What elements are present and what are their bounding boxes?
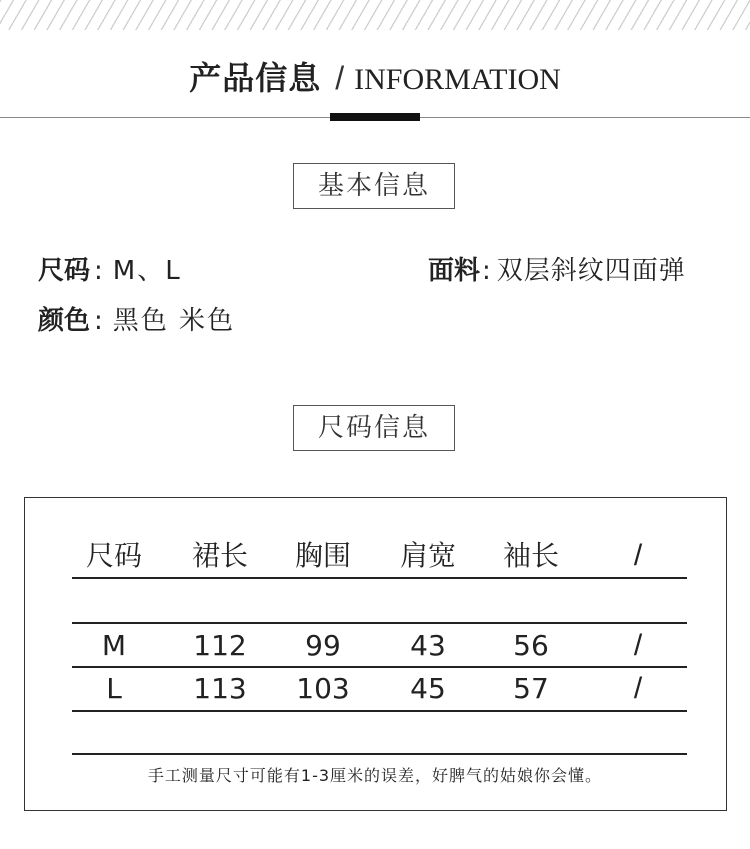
- decorative-hatch-border: [0, 0, 750, 30]
- info-color: [38, 303, 235, 339]
- header-cell-shoulder: 肩宽: [399, 539, 456, 572]
- cell-length-m: 112: [193, 629, 247, 662]
- header-cell-bust: 胸围: [294, 539, 351, 572]
- table-rule: [72, 710, 687, 712]
- info-fabric-colon: :: [482, 256, 491, 286]
- info-size: [38, 253, 182, 289]
- info-fabric-value: 双层斜纹四面弹: [496, 256, 686, 286]
- section-title-basic-info: 基本信息: [293, 163, 455, 209]
- measurement-note: 手工测量尺寸可能有1-3厘米的误差，好脾气的姑娘你会懂。: [147, 766, 603, 785]
- page-title: [0, 55, 750, 103]
- header-divider-accent: [330, 113, 420, 121]
- cell-bust-l: 103: [296, 672, 350, 705]
- info-fabric: [428, 253, 686, 289]
- header-cell-size: 尺码: [85, 539, 142, 572]
- cell-bust-m: 99: [305, 629, 341, 662]
- info-size-colon: :: [94, 256, 103, 286]
- info-color-value: 黑色 米色: [112, 306, 236, 336]
- table-rule: [72, 666, 687, 668]
- table-rule: [72, 622, 687, 624]
- cell-shoulder-m: 43: [410, 629, 446, 662]
- cell-slash-m: /: [633, 629, 643, 662]
- table-rule: [72, 577, 687, 579]
- info-color-label: 颜色: [38, 306, 91, 336]
- cell-slash-l: /: [633, 672, 643, 705]
- page-title-en: INFORMATION: [354, 63, 561, 96]
- cell-sleeve-m: 56: [513, 629, 549, 662]
- header-cell-sleeve: 袖长: [502, 539, 559, 572]
- header-cell-length: 裙长: [191, 539, 248, 572]
- cell-sleeve-l: 57: [513, 672, 549, 705]
- cell-shoulder-l: 45: [410, 672, 446, 705]
- info-fabric-label: 面料: [428, 256, 481, 286]
- info-color-colon: :: [94, 306, 103, 336]
- page-title-separator: /: [335, 60, 345, 96]
- header-cell-slash: /: [633, 539, 643, 572]
- section-title-size-info: 尺码信息: [293, 405, 455, 451]
- cell-size-m: M: [101, 629, 127, 662]
- info-size-label: 尺码: [38, 256, 91, 286]
- info-size-value: M、L: [112, 256, 182, 286]
- cell-length-l: 113: [193, 672, 247, 705]
- cell-size-l: L: [106, 672, 122, 705]
- page-title-cn: 产品信息: [189, 59, 322, 97]
- table-rule: [72, 753, 687, 755]
